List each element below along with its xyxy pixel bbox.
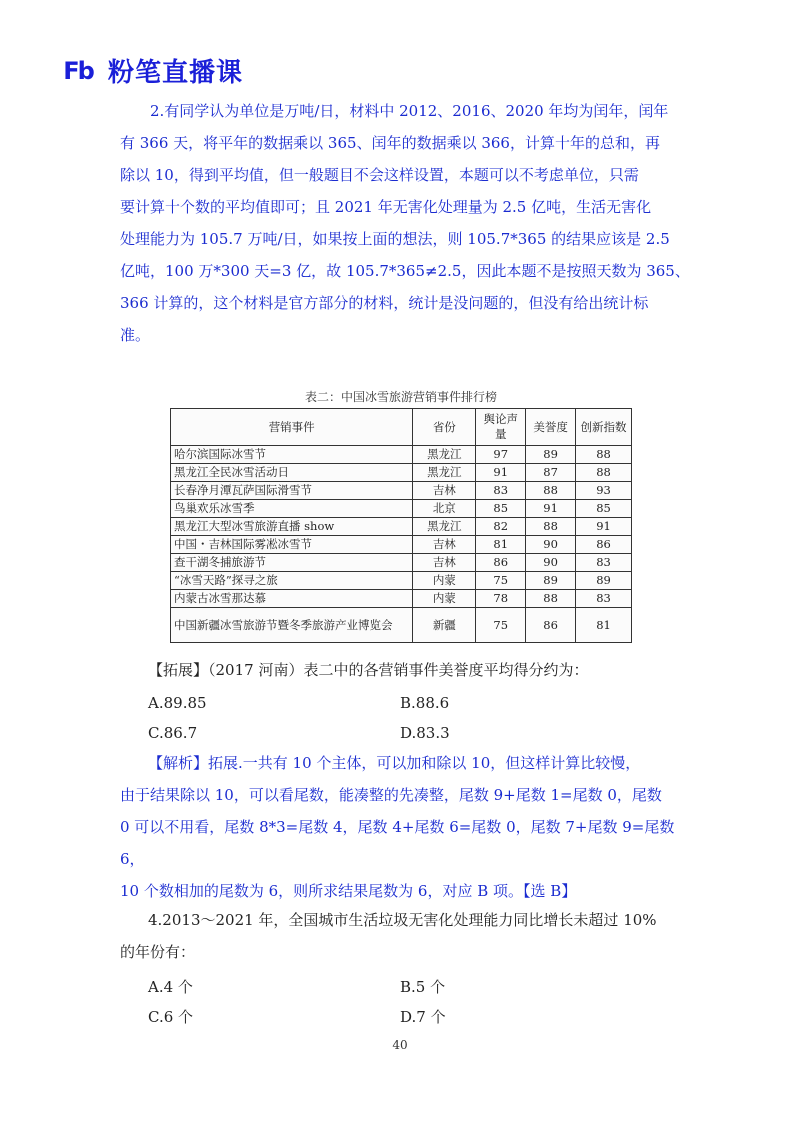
cell-reputation: 87 <box>526 464 576 482</box>
cell-province: 新疆 <box>413 608 476 643</box>
cell-volume: 85 <box>476 500 526 518</box>
question-3-text: 【拓展】（2017 河南）表二中的各营销事件美誉度平均得分约为： <box>148 661 589 679</box>
table-row <box>171 464 632 482</box>
table-row <box>171 554 632 572</box>
cell-event: 黑龙江全民冰雪活动日 <box>171 464 413 482</box>
option-a: A.89.85 <box>148 694 207 712</box>
header-innovation: 创新指数 <box>576 409 632 446</box>
cell-volume: 78 <box>476 590 526 608</box>
cell-reputation: 89 <box>526 572 576 590</box>
paragraph-line: 有 366 天，将平年的数据乘以 365、闰年的数据乘以 366，计算十年的总和，再 <box>120 134 660 152</box>
cell-innovation: 88 <box>576 464 632 482</box>
table-row <box>171 572 632 590</box>
table-row <box>171 590 632 608</box>
cell-innovation: 86 <box>576 536 632 554</box>
cell-province: 黑龙江 <box>413 518 476 536</box>
analysis-line: 由于结果除以 10，可以看尾数，能凑整的先凑整，尾数 9+尾数 1=尾数 0，尾数 <box>120 786 662 804</box>
brand-logo <box>56 52 243 89</box>
paragraph-line: 处理能力为 105.7 万吨/日，如果按上面的想法，则 105.7*365 的结果应该是 2.5 <box>120 230 670 248</box>
analysis-line: 【解析】拓展.一共有 10 个主体，可以加和除以 10，但这样计算比较慢， <box>148 754 641 772</box>
header-reputation: 美誉度 <box>526 409 576 446</box>
paragraph-explanation <box>120 95 698 351</box>
ranking-table-figure <box>170 388 632 643</box>
question-4-text <box>120 904 700 968</box>
table-row <box>171 536 632 554</box>
cell-innovation: 81 <box>576 608 632 643</box>
cell-volume: 81 <box>476 536 526 554</box>
table-row <box>171 518 632 536</box>
paragraph-line: 亿吨，100 万*300 天=3 亿，故 105.7*365≠2.5，因此本题不是按照天数为 365、 <box>120 262 690 280</box>
paragraph-line: 准。 <box>120 326 151 344</box>
option-c: C.6 个 <box>148 1008 194 1026</box>
cell-innovation: 89 <box>576 572 632 590</box>
cell-province: 黑龙江 <box>413 464 476 482</box>
cell-volume: 75 <box>476 608 526 643</box>
cell-event: 内蒙古冰雪那达慕 <box>171 590 413 608</box>
cell-event: “冰雪天路”探寻之旅 <box>171 572 413 590</box>
cell-event: 鸟巢欢乐冰雪季 <box>171 500 413 518</box>
cell-volume: 86 <box>476 554 526 572</box>
cell-event: 黑龙江大型冰雪旅游直播 show <box>171 518 413 536</box>
cell-volume: 91 <box>476 464 526 482</box>
cell-innovation: 88 <box>576 446 632 464</box>
paragraph-line: 366 计算的，这个材料是官方部分的材料，统计是没问题的，但没有给出统计标 <box>120 294 649 312</box>
analysis-block <box>120 747 700 907</box>
option-d: D.7 个 <box>400 1008 446 1026</box>
cell-volume: 75 <box>476 572 526 590</box>
cell-reputation: 86 <box>526 608 576 643</box>
table-row <box>171 608 632 643</box>
header-volume: 舆论声量 <box>476 409 526 446</box>
cell-province: 内蒙 <box>413 590 476 608</box>
cell-event: 查干湖冬捕旅游节 <box>171 554 413 572</box>
cell-reputation: 90 <box>526 536 576 554</box>
paragraph-line: 除以 10，得到平均值，但一般题目不会这样设置，本题可以不考虑单位，只需 <box>120 166 639 184</box>
logo-text: 粉笔直播课 <box>108 58 244 88</box>
header-province: 省份 <box>413 409 476 446</box>
cell-event: 中国新疆冰雪旅游节暨冬季旅游产业博览会 <box>171 608 413 643</box>
cell-event: 中国・吉林国际雾凇冰雪节 <box>171 536 413 554</box>
cell-reputation: 88 <box>526 518 576 536</box>
cell-volume: 97 <box>476 446 526 464</box>
analysis-line: 10 个数相加的尾数为 6，则所求结果尾数为 6，对应 B 项。【选 B】 <box>120 882 577 900</box>
cell-innovation: 83 <box>576 590 632 608</box>
table-row <box>171 446 632 464</box>
cell-reputation: 88 <box>526 590 576 608</box>
cell-province: 吉林 <box>413 536 476 554</box>
option-c: C.86.7 <box>148 724 198 742</box>
cell-innovation: 85 <box>576 500 632 518</box>
analysis-line: 0 可以不用看，尾数 8*3=尾数 4，尾数 4+尾数 6=尾数 0，尾数 7+尾数 9=尾数 6， <box>120 818 675 868</box>
cell-reputation: 90 <box>526 554 576 572</box>
cell-innovation: 83 <box>576 554 632 572</box>
table-title: 表二：中国冰雪旅游营销事件排行榜 <box>304 390 497 404</box>
option-d: D.83.3 <box>400 724 450 742</box>
cell-innovation: 91 <box>576 518 632 536</box>
cell-event: 哈尔滨国际冰雪节 <box>171 446 413 464</box>
question-4-line: 4.2013～2021 年，全国城市生活垃圾无害化处理能力同比增长未超过 10% <box>148 911 657 929</box>
option-b: B.88.6 <box>400 694 450 712</box>
cell-province: 吉林 <box>413 554 476 572</box>
cell-province: 北京 <box>413 500 476 518</box>
header-event: 营销事件 <box>171 409 413 446</box>
cell-reputation: 88 <box>526 482 576 500</box>
table-header-row <box>171 409 632 446</box>
cell-province: 黑龙江 <box>413 446 476 464</box>
cell-province: 吉林 <box>413 482 476 500</box>
ranking-table <box>170 408 632 643</box>
cell-volume: 82 <box>476 518 526 536</box>
table-row <box>171 482 632 500</box>
cell-reputation: 89 <box>526 446 576 464</box>
cell-reputation: 91 <box>526 500 576 518</box>
cell-innovation: 93 <box>576 482 632 500</box>
logo-mark-icon: Fb <box>63 56 93 85</box>
paragraph-line: 要计算十个数的平均值即可；且 2021 年无害化处理量为 2.5 亿吨，生活无害化 <box>120 198 652 216</box>
cell-event: 长春净月潭瓦萨国际滑雪节 <box>171 482 413 500</box>
cell-volume: 83 <box>476 482 526 500</box>
option-b: B.5 个 <box>400 978 446 996</box>
page-number: 40 <box>392 1038 408 1052</box>
paragraph-line: 2.有同学认为单位是万吨/日，材料中 2012、2016、2020 年均为闰年，闰年 <box>150 102 669 120</box>
option-a: A.4 个 <box>148 978 193 996</box>
cell-province: 内蒙 <box>413 572 476 590</box>
table-row <box>171 500 632 518</box>
question-4-line: 的年份有： <box>120 943 196 961</box>
